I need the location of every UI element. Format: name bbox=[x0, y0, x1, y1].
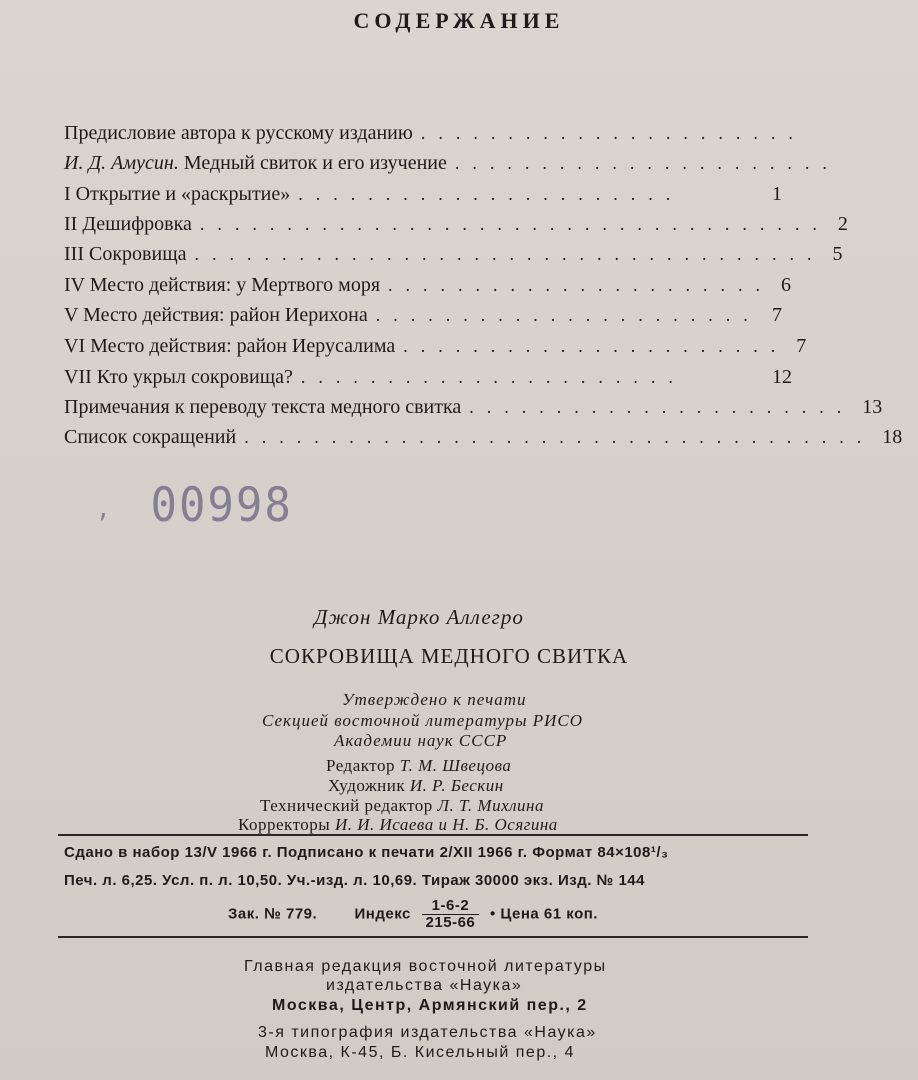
toc-entry-roman: VI bbox=[64, 335, 86, 357]
credit-name: И. И. Исаева и Н. Б. Осягина bbox=[334, 815, 558, 834]
toc-leader-dots: ...................... bbox=[375, 305, 761, 325]
credit-name: Т. М. Швецова bbox=[399, 756, 512, 775]
credit-line bbox=[260, 796, 544, 816]
toc-entry-label: Дешифровка bbox=[82, 213, 192, 235]
toc-leader-dots: ...................... bbox=[300, 367, 686, 387]
toc-leader-dots: .................................... bbox=[199, 214, 830, 234]
colophon-title: СОКРОВИЩА МЕДНОГО СВИТКА bbox=[269, 644, 629, 668]
toc-entry bbox=[64, 426, 903, 456]
toc-entry-roman: VII bbox=[64, 366, 92, 388]
toc-entry-page: 7 bbox=[796, 335, 807, 357]
toc-heading: СОДЕРЖАНИЕ bbox=[353, 8, 565, 33]
toc-entry bbox=[64, 152, 840, 182]
toc-entry bbox=[64, 122, 808, 152]
toc-entry-label: Медный свиток и его изучение bbox=[183, 152, 447, 174]
toc-entry bbox=[64, 213, 848, 243]
publisher-line: Главная редакция восточной литературы bbox=[244, 958, 607, 975]
imprint-line: Печ. л. 6,25. Усл. п. л. 10,50. Уч.-изд. л. 10,69. Тираж 30000 экз. Изд. № 144 bbox=[64, 872, 645, 889]
toc-entry bbox=[64, 183, 808, 213]
order-number: Зак. № 779. bbox=[228, 905, 318, 923]
price: • Цена 61 коп. bbox=[489, 905, 598, 923]
toc-entry bbox=[64, 274, 808, 304]
index-label: Индекс bbox=[354, 905, 411, 923]
credit-name: Л. Т. Михлина bbox=[437, 796, 544, 815]
toc-entry-label: Список сокращений bbox=[64, 426, 237, 448]
toc-entry bbox=[64, 304, 808, 334]
toc-entry-label: Сокровища bbox=[88, 243, 187, 265]
credit-name: И. Р. Бескин bbox=[409, 776, 504, 795]
toc-entry bbox=[64, 243, 843, 273]
imprint-line: Сдано в набор 13/V 1966 г. Подписано к печати 2/XII 1966 г. Формат 84×108¹/₃ bbox=[64, 844, 669, 861]
approval-line: Утверждено к печати bbox=[342, 690, 527, 709]
printer-line: 3-я типография издательства «Наука» bbox=[258, 1024, 597, 1041]
toc-entry-author: И. Д. Амусин. bbox=[64, 152, 179, 174]
publisher-line: Москва, Центр, Армянский пер., 2 bbox=[272, 997, 588, 1014]
index-numerator: 1-6-2 bbox=[422, 898, 480, 915]
toc-entry-label: Примечания к переводу текста медного свитка bbox=[64, 396, 462, 418]
toc-entry-roman: IV bbox=[64, 274, 85, 296]
toc-entry-page: 7 bbox=[772, 304, 782, 326]
credit-role: Технический редактор bbox=[260, 796, 433, 815]
toc-leader-dots: ...................... bbox=[420, 123, 806, 143]
toc-leader-dots: ...................... bbox=[469, 397, 855, 417]
toc-entry bbox=[64, 335, 808, 365]
toc-entry-label: Кто укрыл сокровища? bbox=[96, 366, 293, 388]
stamp-number: 00998 bbox=[150, 477, 293, 534]
toc-leader-dots: ...................... bbox=[388, 275, 774, 295]
toc-entry-page: 18 bbox=[882, 426, 903, 448]
toc-entry-roman: I bbox=[64, 183, 71, 205]
inventory-stamp bbox=[96, 478, 293, 533]
toc-entry bbox=[64, 396, 883, 426]
toc-leader-dots: ...................... bbox=[298, 184, 684, 204]
imprint-order-line bbox=[228, 898, 598, 931]
stamp-tick: , bbox=[96, 493, 113, 524]
toc-entry-label: Предисловие автора к русскому изданию bbox=[64, 122, 413, 144]
credit-line bbox=[326, 756, 511, 776]
toc-entry-roman: II bbox=[64, 213, 78, 235]
credit-role: Редактор bbox=[326, 756, 395, 775]
toc-entry-roman: III bbox=[64, 243, 84, 265]
publisher-line: издательства «Наука» bbox=[326, 977, 523, 994]
toc-leader-dots: .................................... bbox=[194, 244, 825, 264]
approval-line: Академии наук СССР bbox=[334, 731, 508, 750]
toc-entry-page: 12 bbox=[772, 366, 792, 388]
toc-entry-label: Место действия: у Мертвого моря bbox=[89, 274, 381, 296]
index-denominator: 215-66 bbox=[425, 914, 476, 931]
toc-entry-page: 2 bbox=[837, 213, 848, 235]
toc-entry-page: 13 bbox=[862, 396, 883, 418]
toc-entry-page: 1 bbox=[772, 183, 782, 205]
toc-leader-dots: ...................... bbox=[403, 336, 789, 356]
approval-line: Секцией восточной литературы РИСО bbox=[262, 711, 584, 730]
toc-entry-page: 6 bbox=[781, 274, 792, 296]
toc-leader-dots: .................................... bbox=[244, 427, 875, 447]
toc-entry bbox=[64, 366, 808, 396]
toc-entry-label: Место действия: район Иерусалима bbox=[90, 335, 396, 357]
credit-line bbox=[328, 776, 504, 796]
toc-entry-label: Место действия: район Иерихона bbox=[83, 304, 368, 326]
toc-entry-label: Открытие и «раскрытие» bbox=[75, 183, 291, 205]
printer-line: Москва, К-45, Б. Кисельный пер., 4 bbox=[265, 1044, 575, 1061]
toc-entry-page: 5 bbox=[832, 243, 843, 265]
toc-leader-dots: ...................... bbox=[454, 153, 840, 173]
divider-rule bbox=[58, 834, 808, 836]
colophon-author: Джон Марко Аллегро bbox=[314, 605, 524, 629]
divider-rule bbox=[58, 936, 808, 938]
credit-role: Корректоры bbox=[238, 815, 331, 834]
toc-entry-roman: V bbox=[64, 304, 79, 326]
credit-role: Художник bbox=[328, 776, 406, 795]
credit-line bbox=[238, 815, 558, 835]
index-fraction bbox=[422, 898, 480, 931]
